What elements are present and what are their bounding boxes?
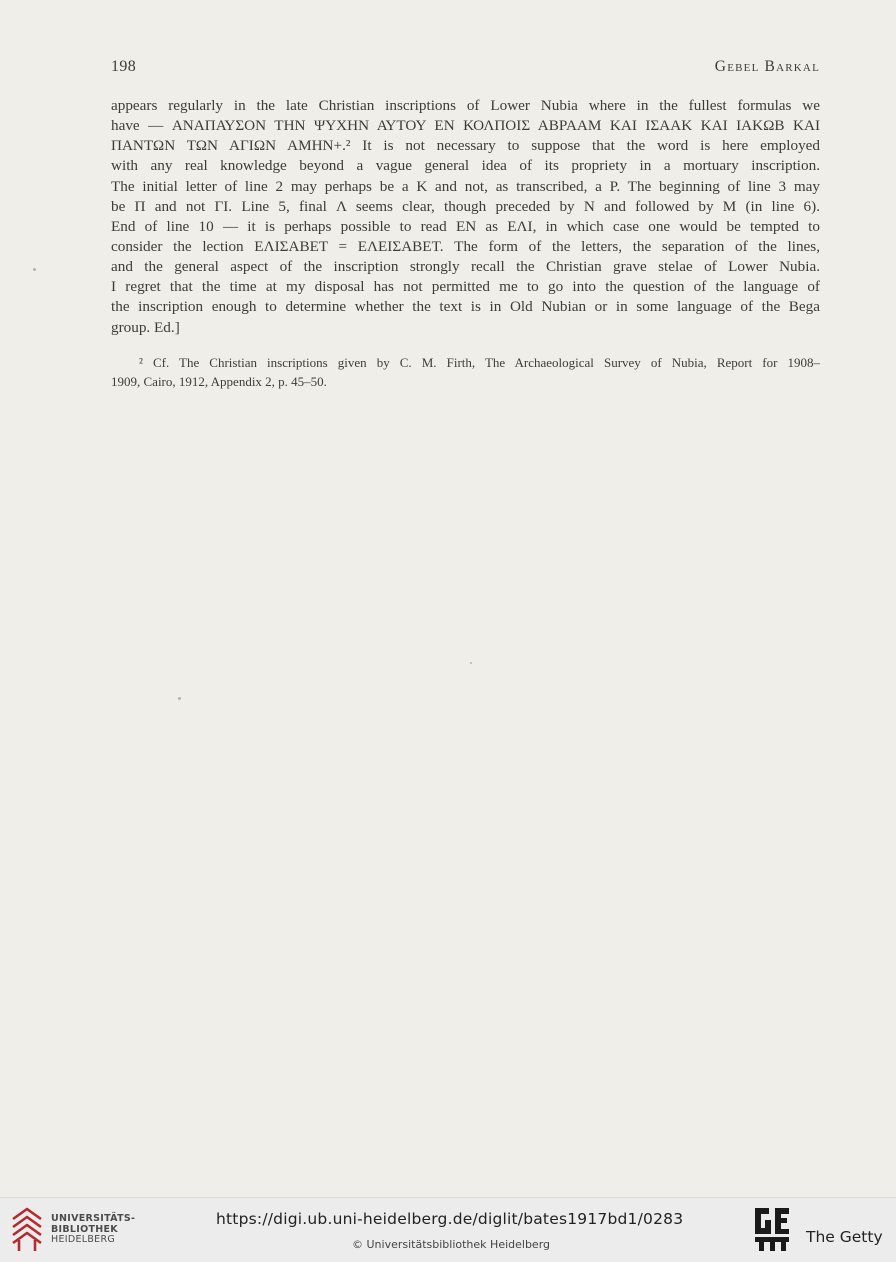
partner-name: The Getty — [806, 1228, 883, 1246]
body-line: the inscription enough to determine whether the text is in Old Nubian or in some language of the Bega — [111, 298, 820, 316]
body-paragraph — [111, 96, 820, 338]
body-line: appears regularly in the late Christian inscriptions of Lower Nubia where in the fullest formulas we — [111, 97, 820, 114]
footnote-line: ² Cf. The Christian inscriptions given by C. M. Firth, The Archaeological Survey of Nubia, Report for 1908– — [139, 355, 820, 370]
body-line: have — ΑΝΑΠΑΥΣΟΝ ΤΗΝ ΨΥΧΗΝ ΑΥΤΟΥ ΕΝ ΚΟΛΠΟΙΣ ΑΒΡΑΑΜ ΚΑΙ ΙΣΑΑΚ ΚΑΙ ΙΑΚΩΒ ΚΑΙ — [111, 117, 820, 135]
footnote-line: 1909, Cairo, 1912, Appendix 2, p. 45–50. — [111, 373, 327, 389]
body-line: The initial letter of line 2 may perhaps be a K and not, as transcribed, a P. The beginning of line 3 may — [111, 177, 820, 195]
paper-speck — [178, 697, 181, 700]
university-library-logo-icon — [10, 1205, 44, 1255]
body-line: be Π and not ΓΙ. Line 5, final Λ seems clear, though preceded by N and followed by M (in line 6). — [111, 197, 820, 215]
library-name: UNIVERSITÄTS- BIBLIOTHEK HEIDELBERG — [51, 1213, 136, 1245]
body-line: and the general aspect of the inscription strongly recall the Christian grave stelae of Lower Nubia. — [111, 258, 820, 276]
body-line: with any real knowledge beyond a vague general idea of its propriety in a mortuary inscription. — [111, 157, 820, 175]
body-line: consider the lection ΕΛΙΣΑΒΕΤ = ΕΛΕΙΣΑΒΕΤ. The form of the letters, the separation of the lines, — [111, 237, 820, 255]
page-number: 198 — [111, 58, 137, 75]
body-line: group. Ed.] — [111, 318, 180, 336]
running-head — [111, 58, 820, 80]
body-line: End of line 10 — it is perhaps possible to read EN as ΕΛΙ, in which case one would be tempted to — [111, 217, 820, 235]
getty-logo-icon — [753, 1206, 793, 1252]
viewer-footer — [0, 1197, 896, 1262]
footnote — [111, 354, 820, 391]
running-title: Gebel Barkal — [714, 58, 820, 75]
paper-speck — [33, 268, 36, 271]
paper-speck — [470, 662, 472, 664]
body-line: I regret that the time at my disposal has not permitted me to go into the question of the language of — [111, 278, 820, 296]
copyright-notice: © Universitätsbibliothek Heidelberg — [352, 1238, 551, 1251]
body-line: ΠΑΝΤΩΝ ΤΩΝ ΑΓΙΩΝ ΑΜΗΝ+.² It is not necessary to suppose that the word is here employed — [111, 137, 820, 155]
permalink-url[interactable]: https://digi.ub.uni-heidelberg.de/diglit/bates1917bd1/0283 — [216, 1210, 684, 1228]
